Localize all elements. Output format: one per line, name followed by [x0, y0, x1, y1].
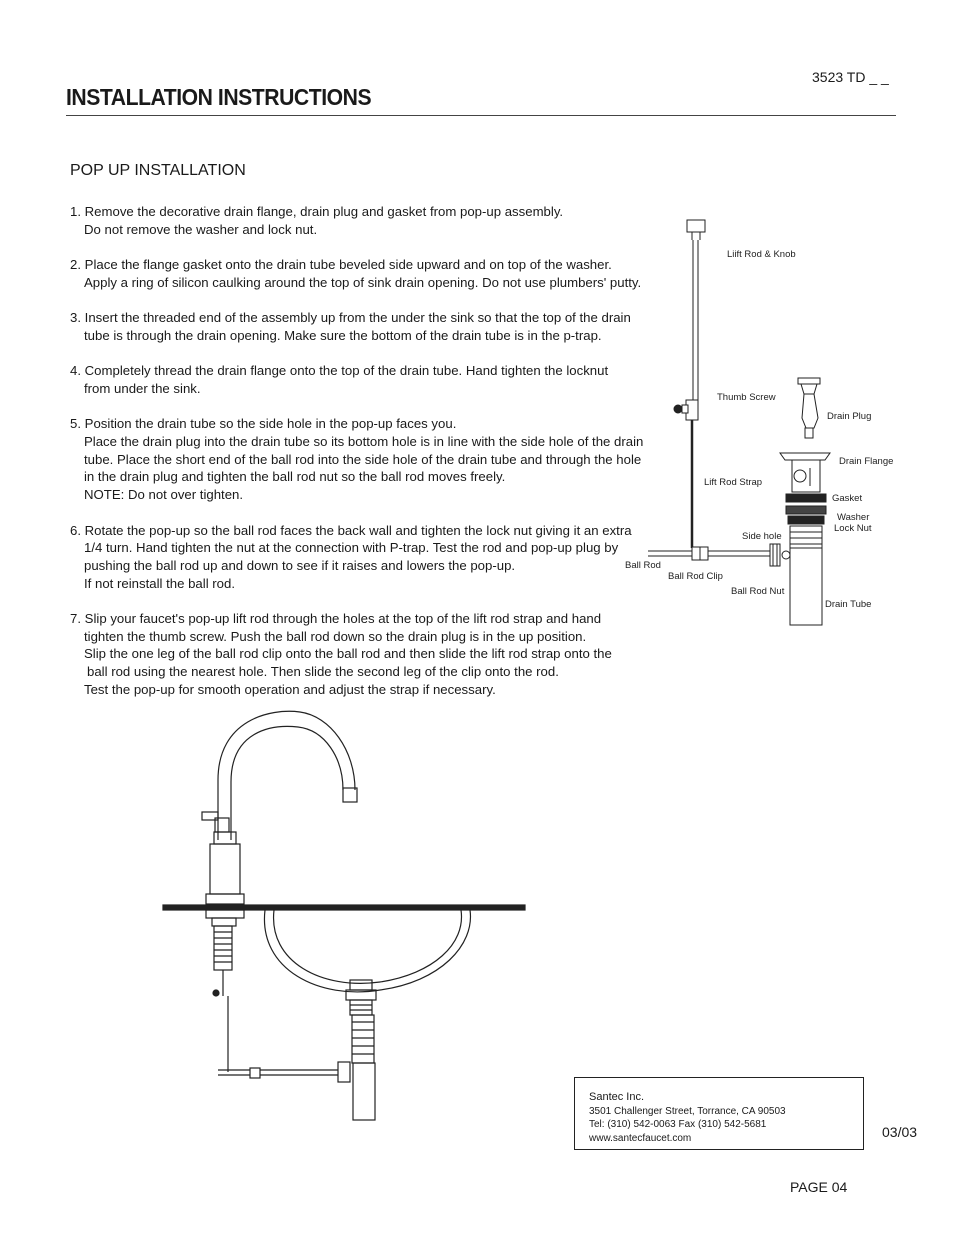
label-ball-rod: Ball Rod	[625, 560, 661, 571]
step-4: 4. Completely thread the drain flange onto the top of the drain tube. Hand tighten the locknut from under the sink.	[70, 363, 609, 396]
label-drain-tube: Drain Tube	[825, 599, 872, 610]
company-phone: Tel: (310) 542-0063 Fax (310) 542-5681	[589, 1119, 767, 1130]
drain-threads	[350, 1000, 372, 1015]
label-ball-rod-clip: Ball Rod Clip	[668, 571, 723, 582]
page-number: PAGE 04	[790, 1179, 848, 1195]
faucet-handle	[202, 812, 218, 820]
label-lift-rod-knob: Liift Rod & Knob	[727, 249, 796, 260]
step-2: 2. Place the flange gasket onto the drain tube beveled side upward and on top of the washer. Apply a ring of silicon caulking around the top of sink drain opening. Do not use plumbers' putty.	[70, 257, 642, 290]
label-drain-plug: Drain Plug	[827, 411, 872, 422]
drain-tube	[790, 548, 822, 625]
title-divider	[66, 115, 896, 116]
ball-rod-clip	[250, 1068, 260, 1078]
step-6: 6. Rotate the pop-up so the ball rod faces the back wall and tighten the lock nut giving it an extra 1/4 turn. Hand tighten the nut at the connection with P-trap. Test the rod and pop-up plug by pushing the ball rod up and down to see if it raises and lowers the pop-up. If not reinstall the ball rod.	[70, 522, 632, 591]
drain-tube-threads	[790, 526, 822, 548]
drain-flange	[350, 980, 372, 990]
gasket	[786, 494, 826, 502]
countertop	[163, 905, 525, 910]
company-name: Santec Inc.	[589, 1091, 645, 1103]
page-title: INSTALLATION INSTRUCTIONS	[66, 84, 372, 110]
spout-outlet	[343, 788, 357, 802]
faucet-sink-illustration	[150, 700, 540, 1130]
side-hole	[782, 551, 790, 559]
drain-plug	[798, 378, 820, 384]
lock-nut	[788, 516, 824, 524]
label-washer: Washer	[837, 512, 870, 523]
label-drain-flange: Drain Flange	[839, 456, 894, 467]
instruction-steps	[70, 203, 650, 716]
thumb-screw	[213, 990, 219, 996]
section-title: POP UP INSTALLATION	[70, 162, 246, 179]
label-gasket: Gasket	[832, 493, 863, 504]
faucet-spout	[218, 711, 355, 840]
company-address: 3501 Challenger Street, Torrance, CA 90503	[589, 1105, 786, 1117]
step-5: 5. Position the drain tube so the side hole in the pop-up faces you. Place the drain plug into the drain tube so its bottom hole is in line with the side hole of the drain tube. Place the short end of the ball rod into the side hole of the drain tube and through the hole in the drain plug and tighten the ball rod nut so the ball rod moves freely. NOTE: Do not over tighten.	[70, 416, 644, 503]
label-ball-rod-nut: Ball Rod Nut	[731, 586, 785, 597]
company-website: www.santecfaucet.com	[589, 1132, 692, 1144]
model-number: 3523 TD _ _	[812, 69, 889, 85]
company-info-box	[574, 1077, 864, 1150]
faucet-body	[210, 844, 240, 894]
step-7: 7. Slip your faucet's pop-up lift rod through the holes at the top of the lift rod strap and hand tighten the thumb screw. Push the ball rod down so the drain plug is in the up position. Slip the one leg of the ball rod clip onto the ball rod and then slide the lift rod strap onto the ball rod using the nearest hole. Then slide the second leg of the clip onto the rod. Test the pop-up for smooth operation and adjust the strap if necessary.	[70, 611, 612, 697]
label-lock-nut: Lock Nut	[834, 523, 872, 534]
faucet-collar	[214, 832, 236, 844]
drain-flange	[780, 453, 830, 460]
washer	[786, 506, 826, 514]
drain-tube	[353, 1063, 375, 1120]
lift-rod-knob	[687, 220, 705, 232]
thumb-screw	[674, 405, 682, 413]
label-side-hole: Side hole	[742, 531, 782, 542]
ball-rod-nut	[338, 1062, 350, 1082]
ball-rod-nut	[770, 544, 780, 566]
step-3: 3. Insert the threaded end of the assembly up from the under the sink so that the top of the drain tube is through the drain opening. Make sure the bottom of the drain tube is in the p-trap.	[70, 310, 631, 343]
label-thumb-screw: Thumb Screw	[717, 392, 776, 403]
popup-assembly-diagram	[620, 210, 910, 630]
step-1: 1. Remove the decorative drain flange, drain plug and gasket from pop-up assembly. Do not remove the washer and lock nut.	[70, 204, 564, 237]
document-date: 03/03	[882, 1124, 918, 1140]
label-lift-rod-strap: Lift Rod Strap	[704, 477, 763, 488]
